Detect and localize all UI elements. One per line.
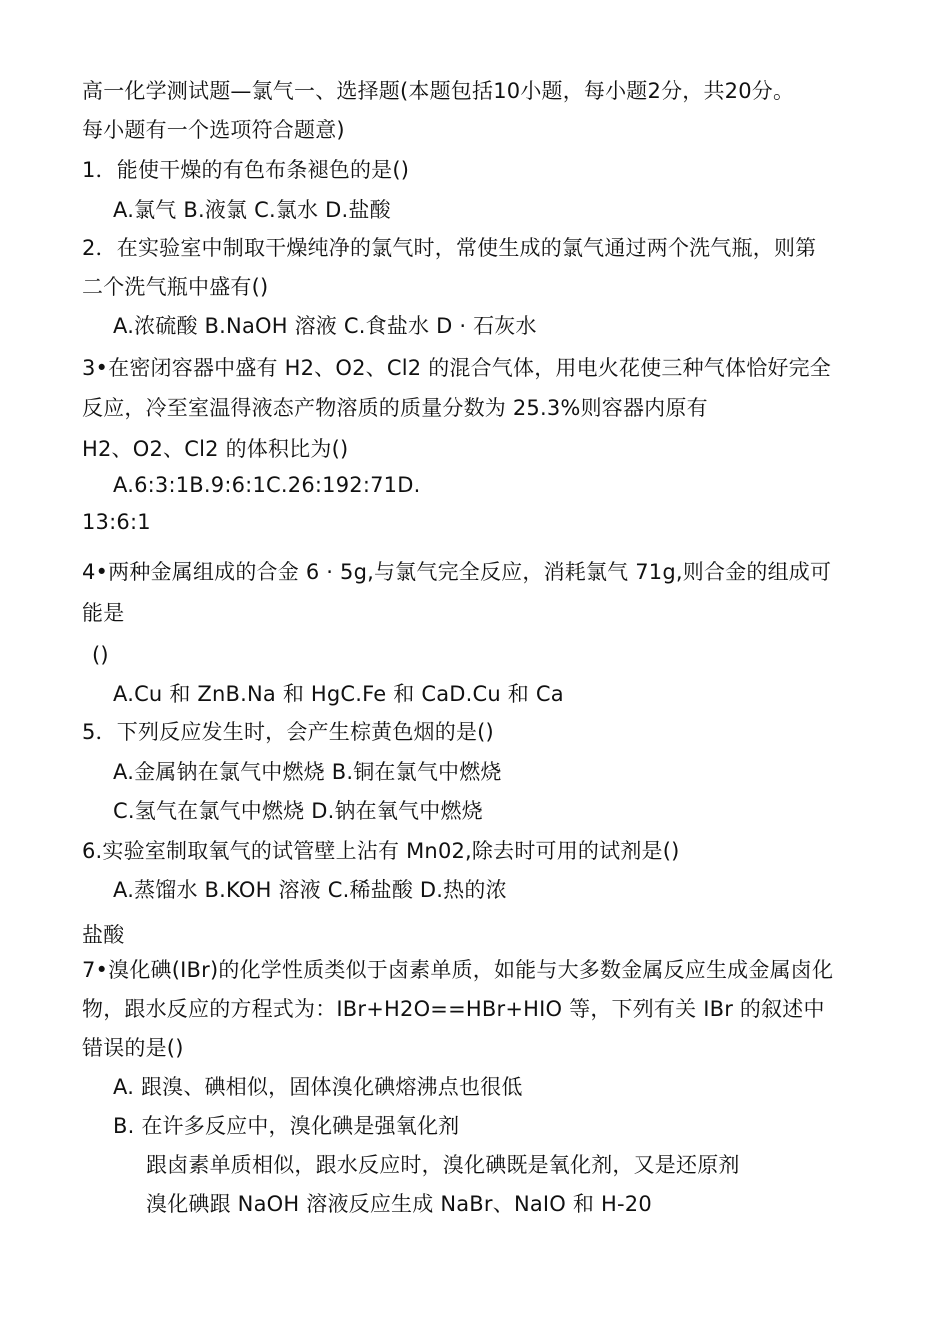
q3-stem-3: H2、O2、Cl2 的体积比为() [82,437,349,461]
q4-stem-2: 能是 [82,601,125,625]
q4-stem-1: 4•两种金属组成的合金 6 · 5g,与氯气完全反应，消耗氯气 71g,则合金的组成可 [82,560,832,584]
q4-options: A.Cu 和 ZnB.Na 和 HgC.Fe 和 CaD.Cu 和 Ca [113,682,564,706]
q7-stem-2: 物，跟水反应的方程式为：IBr+H2O==HBr+HIO 等，下列有关 IBr 的叙述中 [82,997,825,1021]
q7-option-d: 溴化碘跟 NaOH 溶液反应生成 NaBr、NaIO 和 H-20 [146,1192,652,1216]
q3-options-cont: 13:6:1 [82,510,151,534]
q6-options: A.蒸馏水 B.KOH 溶液 C.稀盐酸 D.热的浓 [113,878,507,902]
q2-stem-1: 2．在实验室中制取干燥纯净的氯气时，常使生成的氯气通过两个洗气瓶，则第 [82,236,817,260]
q3-stem-2: 反应，冷至室温得液态产物溶质的质量分数为 25.3%则容器内原有 [82,396,708,420]
q3-stem-1: 3•在密闭容器中盛有 H2、O2、Cl2 的混合气体，用电火花使三种气体恰好完全 [82,356,831,380]
q1-options: A.氯气 B.液氯 C.氯水 D.盐酸 [113,198,391,222]
q7-option-c: 跟卤素单质相似，跟水反应时，溴化碘既是氧化剂，又是还原剂 [146,1153,740,1177]
q5-options-1: A.金属钠在氯气中燃烧 B.铜在氯气中燃烧 [113,760,502,784]
q6-stem: 6.实验室制取氧气的试管壁上沾有 Mn02,除去时可用的试剂是() [82,839,680,863]
header-line-2: 每小题有一个选项符合题意) [82,118,345,142]
q2-stem-2: 二个洗气瓶中盛有() [82,275,269,299]
q3-options: A.6:3:1B.9:6:1C.26:192:71D. [113,473,421,497]
q6-options-cont: 盐酸 [82,923,125,947]
q7-stem-3: 错误的是() [82,1036,184,1060]
q7-option-a: A. 跟溴、碘相似，固体溴化碘熔沸点也很低 [113,1075,523,1099]
q7-stem-1: 7•溴化碘(IBr)的化学性质类似于卤素单质，如能与大多数金属反应生成金属卤化 [82,958,834,982]
q7-option-b: B. 在许多反应中，溴化碘是强氧化剂 [113,1114,460,1138]
header-line-1: 高一化学测试题—氯气一、选择题(本题包括10小题，每小题2分，共20分。 [82,79,795,103]
q5-stem: 5．下列反应发生时，会产生棕黄色烟的是() [82,720,494,744]
q1-stem: 1．能使干燥的有色布条褪色的是() [82,158,410,182]
q4-stem-3: () [92,643,109,667]
q2-options: A.浓硫酸 B.NaOH 溶液 C.食盐水 D · 石灰水 [113,314,537,338]
q5-options-2: C.氢气在氯气中燃烧 D.钠在氧气中燃烧 [113,799,483,823]
